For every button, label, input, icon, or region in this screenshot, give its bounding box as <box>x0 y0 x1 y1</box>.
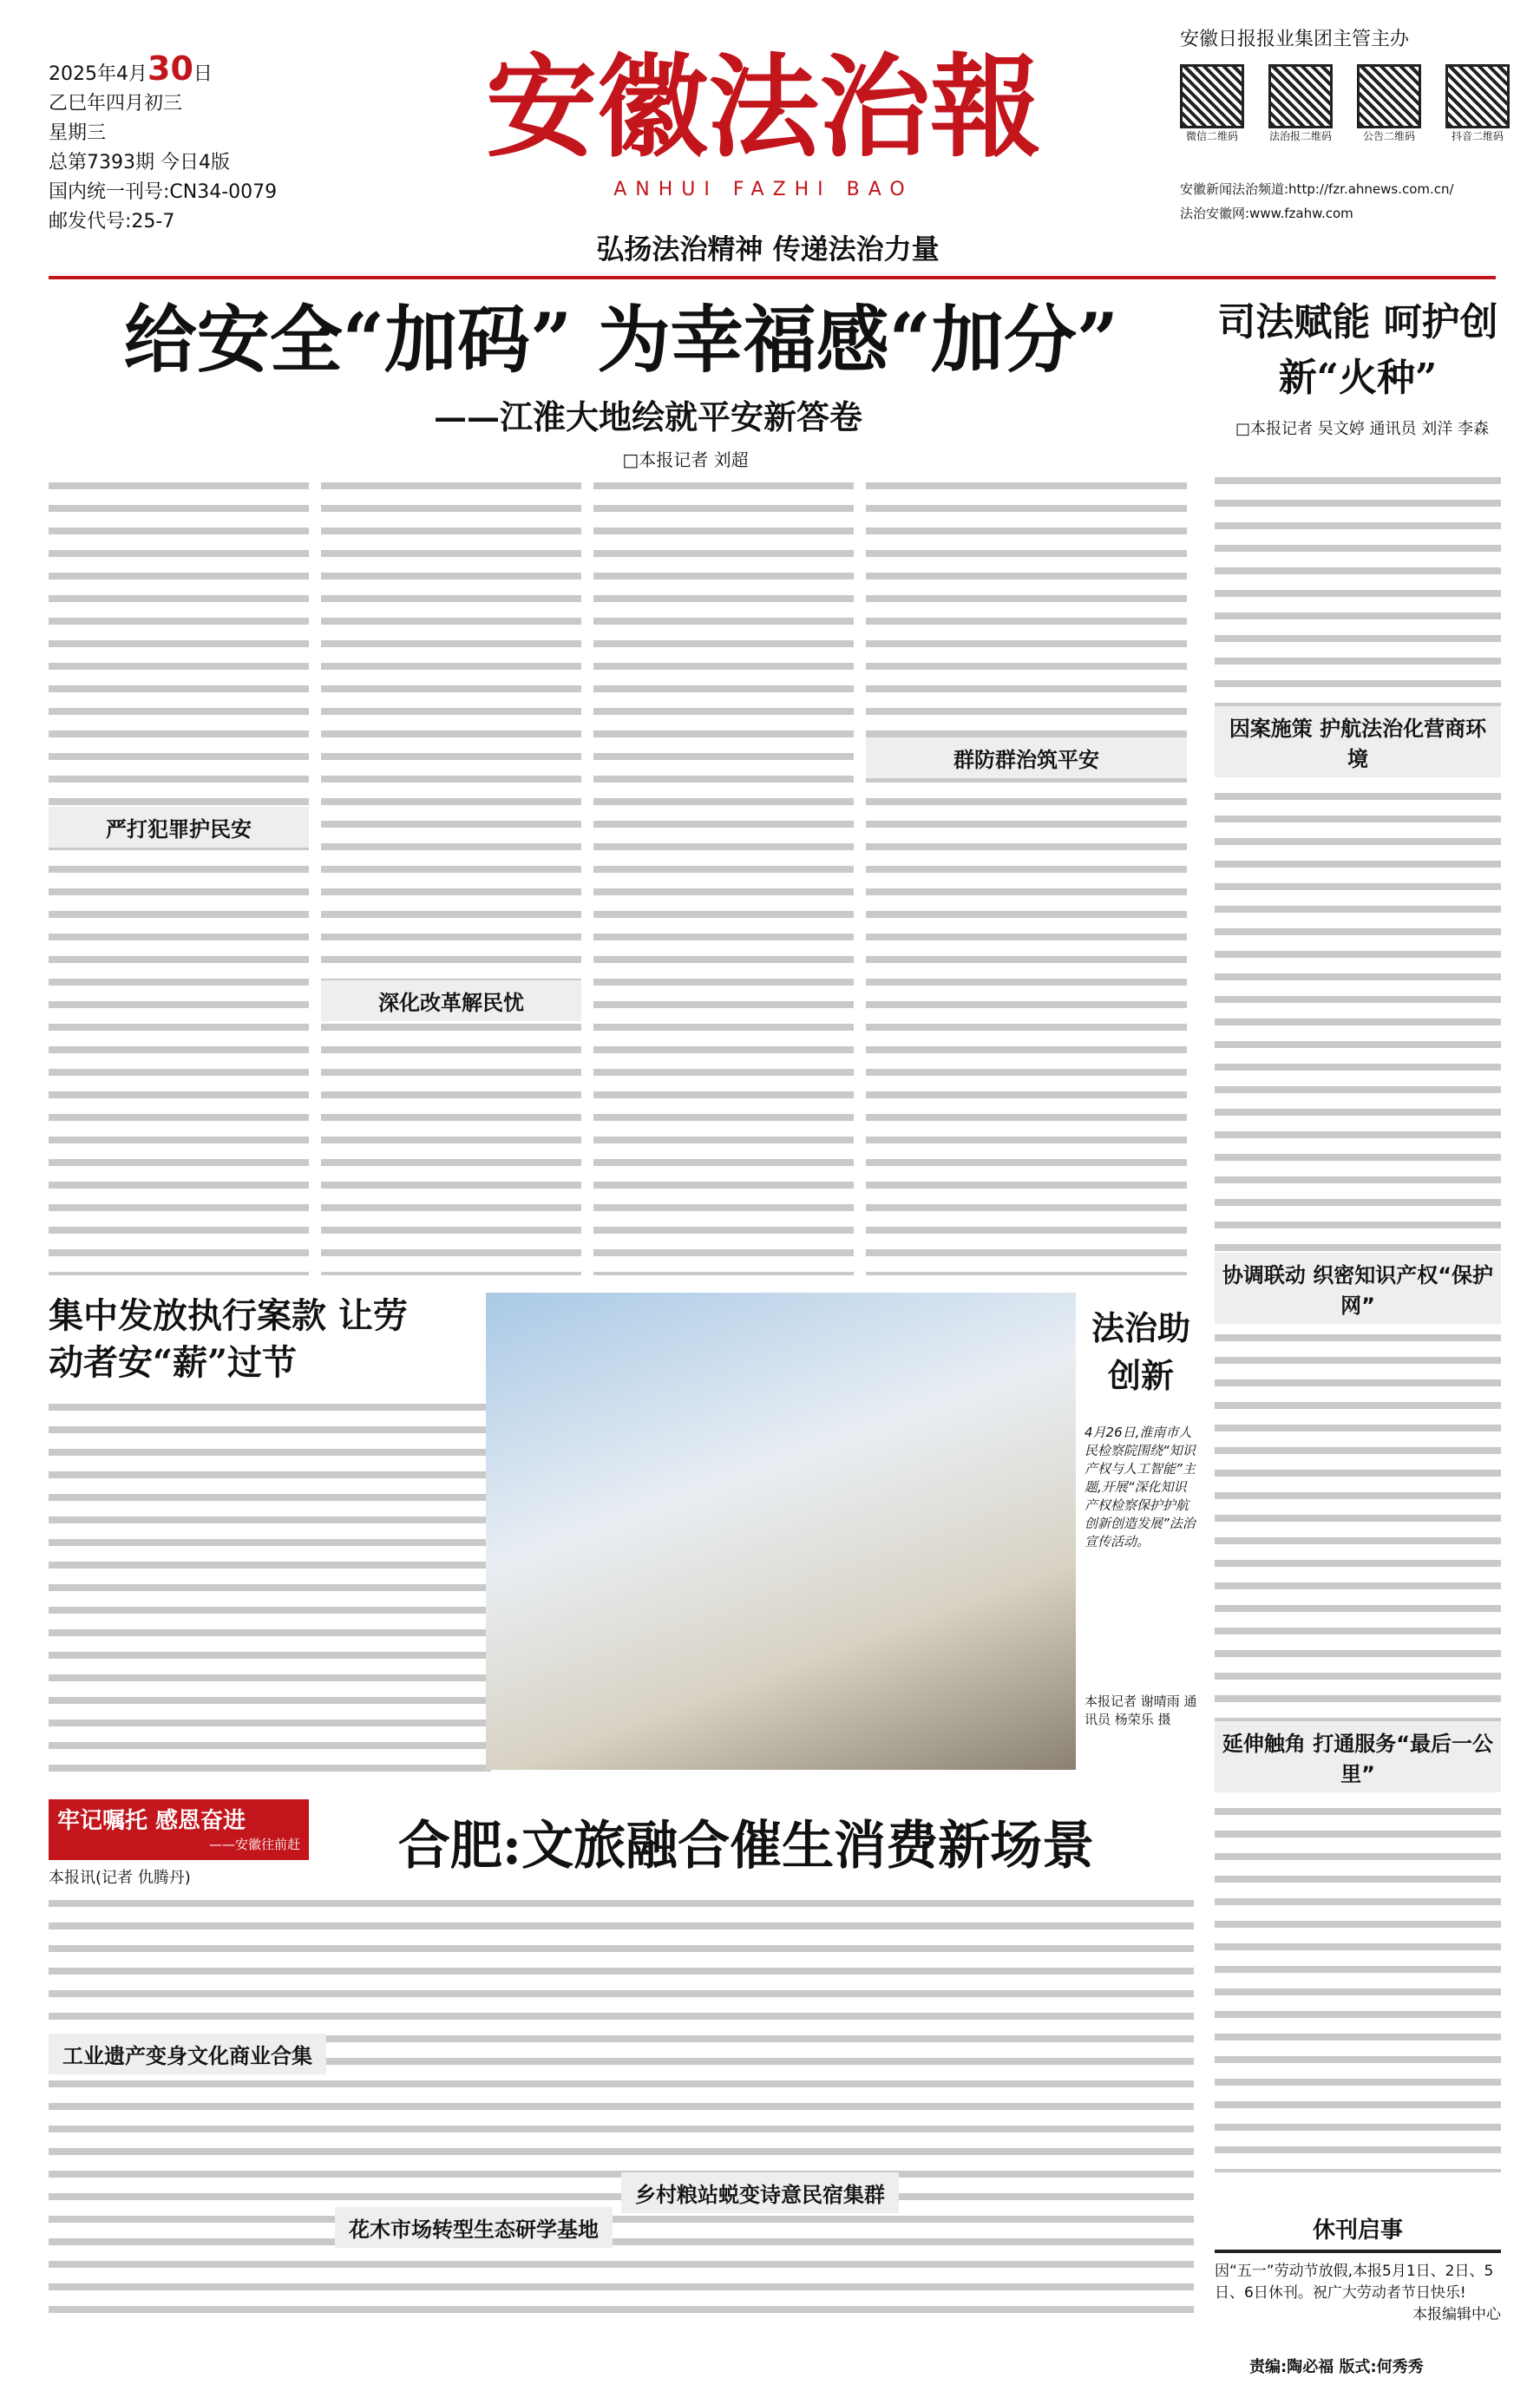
photo-title: 法治助创新 <box>1091 1308 1190 1395</box>
notice-title: 休刊启事 <box>1312 2217 1403 2244</box>
right-section: 协调联动 织密知识产权“保护网” <box>1215 1253 1501 1324</box>
culture-section: 花木市场转型生态研学基地 <box>335 2207 613 2248</box>
lead-col-3 <box>593 477 854 1275</box>
culture-section: 工业遗产变身文化商业合集 <box>49 2034 326 2074</box>
lead-byline: □本报记者 刘超 <box>622 449 749 470</box>
right-section: 因案施策 护航法治化营商环境 <box>1215 706 1501 777</box>
culture-byline: 本报讯(记者 仇腾丹) <box>49 1869 191 1887</box>
lead-col-1 <box>49 477 309 1275</box>
notice-text: 因“五一”劳动节放假,本报5月1日、2日、5日、6日休刊。祝广大劳动者节日快乐! <box>1215 2263 1494 2302</box>
campaign-banner: 牢记嘱托 感恩奋进 ——安徽往前赶 <box>49 1799 309 1860</box>
photo-caption: 4月26日,淮南市人民检察院围绕“知识产权与人工智能”主题,开展“深化知识产权检察保护护航创新创造发展”法治宣传活动。 <box>1085 1425 1196 1549</box>
qr-code[interactable]: 公告二维码 <box>1357 64 1421 165</box>
qr-code[interactable]: 抖音二维码 <box>1445 64 1510 165</box>
news-photo <box>486 1293 1076 1770</box>
lead-col-2 <box>321 477 581 1275</box>
right-body <box>1215 472 1501 2172</box>
wage-body <box>49 1399 491 1780</box>
culture-headline: 合肥:文旅融合催生消费新场景 <box>397 1816 1095 1877</box>
slogan: 弘扬法治精神 传递法治力量 <box>596 233 940 265</box>
footer-editor: 责编:陶必福 版式:何秀秀 <box>1249 2358 1424 2376</box>
right-byline: □本报记者 吴文婷 通讯员 刘洋 李森 <box>1235 420 1489 438</box>
masthead-title: 安徽法治報 <box>485 43 1041 173</box>
photo-credit: 本报记者 谢晴雨 通讯员 杨荣乐 摄 <box>1085 1693 1197 1727</box>
notice-box <box>1215 2212 1501 2342</box>
lead-headline: 给安全“加码” 为幸福感“加分” <box>123 297 1119 383</box>
lead-section: 群防群治筑平安 <box>866 737 1187 778</box>
notice-sign: 本报编辑中心 <box>1412 2306 1501 2323</box>
publisher: 安徽日报报业集团主管主办 <box>1180 29 1410 50</box>
website-links[interactable]: 安徽新闻法治频道:http://fzr.ahnews.com.cn/ 法治安徽网:www.fzahw.com <box>1180 181 1454 221</box>
qr-row <box>1180 64 1510 165</box>
lead-subhead: ——江淮大地绘就平安新答卷 <box>434 397 863 436</box>
right-headline: 司法赋能 呵护创新“火种” <box>1217 300 1498 400</box>
wage-headline: 集中发放执行案款 让劳动者安“薪”过节 <box>49 1295 408 1383</box>
qr-code[interactable]: 微信二维码 <box>1180 64 1244 165</box>
masthead-pinyin: ANHUI FAZHI BAO <box>613 179 914 200</box>
right-section: 延伸触角 打通服务“最后一公里” <box>1215 1721 1501 1792</box>
lead-section: 深化改革解民忧 <box>321 980 581 1021</box>
lead-section: 严打犯罪护民安 <box>49 807 309 848</box>
culture-body <box>49 1895 1194 2329</box>
header-rule <box>49 276 1496 279</box>
date-block: 2025年4月30日 乙巳年四月初三 星期三 总第7393期 今日4版 国内统一刊号:CN34-0079 邮发代号:25-7 <box>49 54 278 233</box>
lead-col-4 <box>866 477 1187 1275</box>
qr-code[interactable]: 法治报二维码 <box>1268 64 1333 165</box>
culture-section: 乡村粮站蜕变诗意民宿集群 <box>621 2172 899 2213</box>
